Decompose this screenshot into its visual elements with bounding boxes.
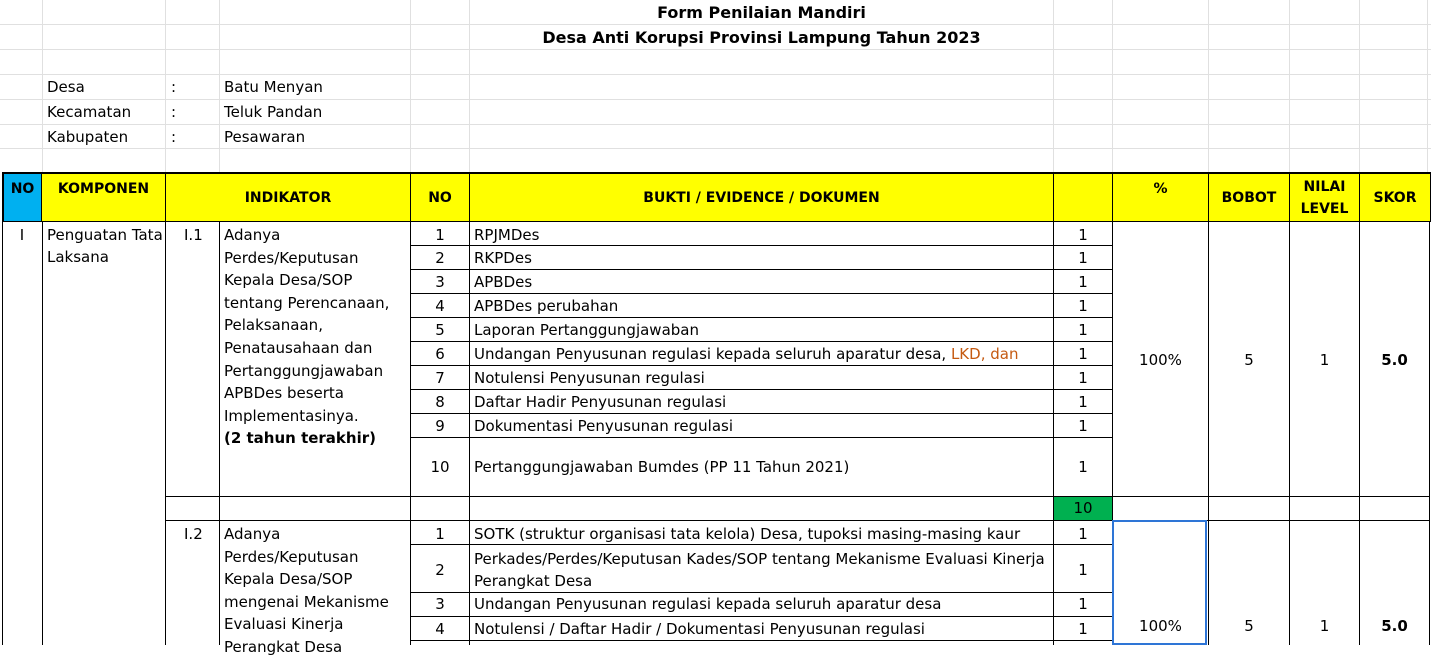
item-no[interactable]: 8 xyxy=(435,393,445,411)
header-nilai-level[interactable] xyxy=(1290,172,1360,222)
bobot-value[interactable]: 5 xyxy=(1244,351,1254,369)
skor-value[interactable]: 5.0 xyxy=(1381,351,1408,369)
component-name-line2: Laksana xyxy=(47,248,109,266)
row-line xyxy=(165,496,1430,497)
item-evidence[interactable]: APBDes perubahan xyxy=(474,297,619,315)
gridline xyxy=(1427,0,1428,172)
info-value-kabupaten[interactable]: Pesawaran xyxy=(224,128,306,146)
table-border xyxy=(469,222,470,645)
gridline xyxy=(0,148,1431,149)
header-no-item[interactable]: NO xyxy=(411,172,470,222)
header-nilai-line2: LEVEL xyxy=(1300,200,1349,217)
item-no[interactable]: 6 xyxy=(435,345,445,363)
item-evidence[interactable]: Pertanggungjawaban Bumdes (PP 11 Tahun 2021) xyxy=(474,458,850,476)
table-border xyxy=(2,222,3,645)
gridline xyxy=(1208,0,1209,172)
item-no[interactable]: 9 xyxy=(435,417,445,435)
item-evidence-line: Perangkat Desa xyxy=(474,572,593,590)
indicator-line: APBDes beserta xyxy=(224,384,344,403)
header-indikator[interactable]: INDIKATOR xyxy=(166,172,411,222)
table-border xyxy=(1289,222,1290,645)
header-komponen[interactable]: KOMPONEN xyxy=(42,172,166,222)
nilai-level-value[interactable]: 1 xyxy=(1319,617,1330,635)
percent-value[interactable]: 100% xyxy=(1139,351,1182,369)
item-no[interactable]: 4 xyxy=(435,297,445,315)
item-evidence[interactable]: RPJMDes xyxy=(474,226,540,244)
item-evidence[interactable]: RKPDes xyxy=(474,249,532,267)
table-border xyxy=(1429,222,1430,645)
item-value[interactable]: 1 xyxy=(1078,321,1088,339)
indicator-line: Implementasinya. xyxy=(224,406,359,425)
row-line xyxy=(410,544,1113,545)
table-border xyxy=(165,222,166,645)
item-value[interactable]: 1 xyxy=(1078,561,1088,579)
gridline xyxy=(469,0,470,172)
indicator-line: Adanya xyxy=(224,226,281,244)
item-evidence-line: Perkades/Perdes/Keputusan Kades/SOP tentang Mekanisme Evaluasi Kinerja xyxy=(474,550,1045,568)
gridline xyxy=(0,24,1431,25)
item-evidence-highlight: LKD, dan xyxy=(950,345,1019,363)
row-line xyxy=(410,317,1113,318)
item-no[interactable]: 2 xyxy=(435,249,445,267)
item-evidence[interactable]: Undangan Penyusunan regulasi kepada seluruh aparatur desa xyxy=(474,595,942,613)
indicator-line: Perangkat Desa xyxy=(224,637,343,656)
indicator-line: Adanya xyxy=(224,525,281,543)
item-no[interactable]: 3 xyxy=(435,273,445,291)
item-value[interactable]: 1 xyxy=(1078,249,1088,267)
item-evidence[interactable]: Daftar Hadir Penyusunan regulasi xyxy=(474,393,727,411)
nilai-level-value[interactable]: 1 xyxy=(1319,351,1330,369)
info-label-desa: Desa xyxy=(47,78,85,96)
item-value[interactable]: 1 xyxy=(1078,525,1088,543)
item-value[interactable]: 1 xyxy=(1078,458,1088,476)
item-evidence-text: Undangan Penyusunan regulasi kepada seluruh aparatur desa, xyxy=(474,345,951,363)
info-value-desa[interactable]: Batu Menyan xyxy=(224,78,323,96)
page-title: Form Penilaian Mandiri xyxy=(657,3,866,22)
item-value[interactable]: 1 xyxy=(1078,273,1088,291)
gridline xyxy=(410,0,411,172)
info-label-kabupaten: Kabupaten xyxy=(47,128,129,146)
info-value-kecamatan[interactable]: Teluk Pandan xyxy=(224,103,323,121)
header-blank[interactable] xyxy=(1054,172,1113,222)
header-no[interactable]: NO xyxy=(2,172,42,222)
item-evidence[interactable]: Notulensi / Daftar Hadir / Dokumentasi Penyusunan regulasi xyxy=(474,620,925,638)
indicator-line: Perdes/Keputusan xyxy=(224,248,359,267)
indicator-description[interactable] xyxy=(224,523,409,656)
header-bobot[interactable]: BOBOT xyxy=(1209,172,1290,222)
row-line xyxy=(410,341,1113,342)
cell-selection[interactable] xyxy=(1112,520,1207,645)
percent-value[interactable]: 100% xyxy=(1139,617,1182,635)
indicator-line: tentang Perencanaan, xyxy=(224,293,390,312)
table-border xyxy=(219,222,220,645)
indicator-line: Pertanggungjawaban xyxy=(224,361,384,380)
item-no[interactable]: 5 xyxy=(435,321,445,339)
indicator-bold-line: (2 tahun terakhir) xyxy=(224,429,376,448)
gridline xyxy=(1289,0,1290,172)
row-line xyxy=(410,389,1113,390)
info-label-kecamatan: Kecamatan xyxy=(47,103,132,121)
row-line xyxy=(410,365,1113,366)
item-value[interactable]: 1 xyxy=(1078,595,1088,613)
table-border xyxy=(1359,222,1360,645)
row-line xyxy=(410,437,1113,438)
indicator-code[interactable]: I.2 xyxy=(184,525,203,543)
row-line xyxy=(410,269,1113,270)
item-no[interactable]: 3 xyxy=(435,595,445,613)
item-value[interactable]: 1 xyxy=(1078,345,1088,363)
item-value[interactable]: 1 xyxy=(1078,369,1088,387)
gridline xyxy=(1359,0,1360,172)
item-value[interactable]: 1 xyxy=(1078,417,1088,435)
item-no[interactable]: 7 xyxy=(435,369,445,387)
gridline xyxy=(0,74,1431,75)
page-subtitle: Desa Anti Korupsi Provinsi Lampung Tahun 2023 xyxy=(542,28,981,47)
item-value[interactable]: 1 xyxy=(1078,226,1088,244)
item-no[interactable]: 10 xyxy=(430,458,450,476)
component-no[interactable]: I xyxy=(19,226,25,244)
header-nilai-line1: NILAI xyxy=(1303,178,1346,195)
item-evidence[interactable]: SOTK (struktur organisasi tata kelola) Desa, tupoksi masing-masing kaur xyxy=(474,525,1021,543)
item-evidence[interactable] xyxy=(474,548,1045,592)
indicator-line: Evaluasi Kinerja xyxy=(224,615,344,634)
item-value[interactable]: 1 xyxy=(1078,297,1088,315)
indicator-description[interactable] xyxy=(224,224,409,450)
row-line xyxy=(410,616,1113,617)
indicator-line: mengenai Mekanisme xyxy=(224,592,389,611)
info-sep: : xyxy=(171,103,177,121)
gridline xyxy=(0,49,1431,50)
row-line xyxy=(410,413,1113,414)
bobot-value[interactable]: 5 xyxy=(1244,617,1254,635)
gridline xyxy=(1053,0,1054,172)
gridline xyxy=(42,0,43,172)
item-value[interactable]: 1 xyxy=(1078,393,1088,411)
item-evidence[interactable]: Laporan Pertanggungjawaban xyxy=(474,321,699,339)
indicator-line: Perdes/Keputusan xyxy=(224,547,359,566)
skor-value[interactable]: 5.0 xyxy=(1381,617,1408,635)
gridline xyxy=(1112,0,1113,172)
header-bukti[interactable]: BUKTI / EVIDENCE / DOKUMEN xyxy=(470,172,1054,222)
table-border xyxy=(42,222,43,645)
component-name-line1[interactable]: Penguatan Tata xyxy=(47,226,163,244)
item-evidence[interactable] xyxy=(474,345,1018,363)
gridline xyxy=(0,99,1431,100)
indicator-line: Kepala Desa/SOP xyxy=(224,271,353,290)
total-cell[interactable]: 10 xyxy=(1054,497,1112,520)
indicator-line: Kepala Desa/SOP xyxy=(224,570,353,589)
item-no[interactable]: 4 xyxy=(435,620,445,638)
gridline xyxy=(165,0,166,172)
item-evidence[interactable]: APBDes xyxy=(474,273,533,291)
item-no[interactable]: 1 xyxy=(435,525,445,543)
indicator-line: Penatausahaan dan xyxy=(224,338,373,357)
info-sep: : xyxy=(171,78,177,96)
gridline xyxy=(0,124,1431,125)
header-percent[interactable]: % xyxy=(1113,172,1209,222)
row-line xyxy=(410,245,1113,246)
item-evidence[interactable]: Dokumentasi Penyusunan regulasi xyxy=(474,417,733,435)
row-line xyxy=(165,520,1430,521)
header-skor[interactable]: SKOR xyxy=(1360,172,1431,222)
row-line xyxy=(410,293,1113,294)
item-evidence[interactable]: Notulensi Penyusunan regulasi xyxy=(474,369,705,387)
indicator-line: Pelaksanaan, xyxy=(224,316,323,335)
row-line xyxy=(410,640,1113,641)
info-sep: : xyxy=(171,128,177,146)
item-value[interactable]: 1 xyxy=(1078,620,1088,638)
table-border xyxy=(1208,222,1209,645)
row-line xyxy=(410,592,1113,593)
gridline xyxy=(219,0,220,172)
item-no[interactable]: 1 xyxy=(435,226,445,244)
item-no[interactable]: 2 xyxy=(435,561,445,579)
indicator-code[interactable]: I.1 xyxy=(184,226,203,244)
